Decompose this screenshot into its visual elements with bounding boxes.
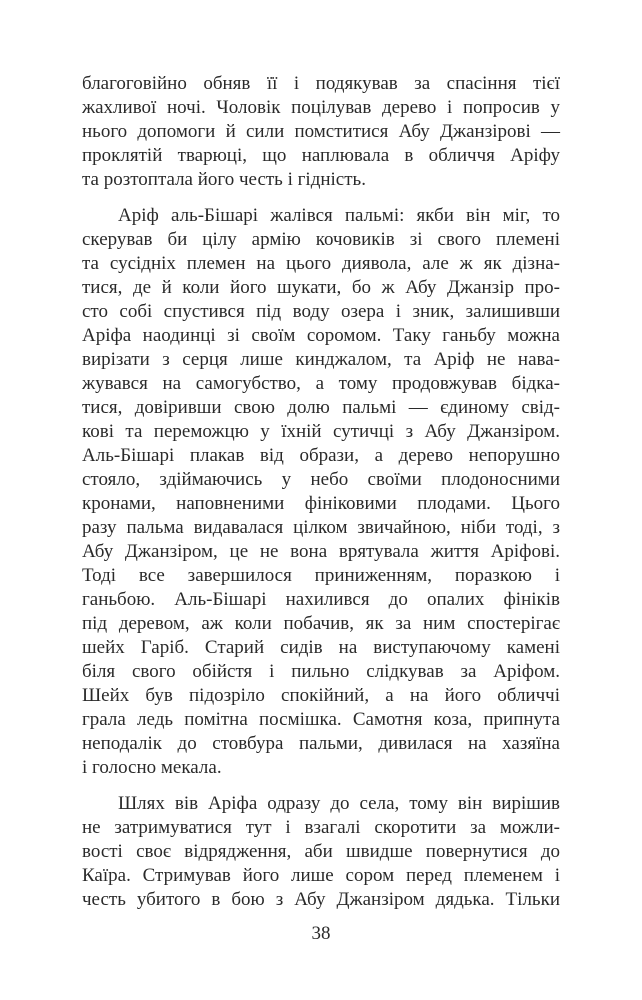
page-body	[82, 72, 560, 924]
text-line: Аріф аль-Бішарі жалівся пальмі: якби він міг, то	[118, 205, 560, 226]
text-line: кові та переможцю у їхній сутичці з Абу Джанзіром.	[82, 421, 560, 442]
text-line: нього допомоги й сили помститися Абу Джанзірові —	[82, 121, 560, 142]
text-line: Шлях вів Аріфа одразу до села, тому він вирішив	[118, 793, 560, 814]
text-line: та розтоптала його честь і гідність.	[82, 169, 366, 190]
text-line: та сусідніх племен на цього диявола, але ж як дізна-	[82, 253, 560, 274]
text-line: під деревом, аж коли побачив, як за ним спостерігає	[82, 613, 560, 634]
text-line: не затримуватися тут і взагалі скоротити за можли-	[82, 817, 560, 838]
text-line: Аріфа наодинці зі своїм соромом. Таку ганьбу можна	[82, 325, 560, 346]
text-line: жахливої ночі. Чоловік поцілував дерево і попросив у	[82, 97, 560, 118]
text-line: неподалік до стовбура пальми, дивилася на хазяїна	[82, 733, 560, 754]
text-line: тися, де й коли його шукати, бо ж Абу Джанзір про-	[82, 277, 560, 298]
text-line: благоговійно обняв її і подякував за спасіння тієї	[82, 73, 560, 94]
text-line: разу пальма видавалася цілком звичайною, ніби тоді, з	[82, 517, 560, 538]
text-line: грала ледь помітна посмішка. Самотня коза, припнута	[82, 709, 560, 730]
text-line: ганьбою. Аль-Бішарі нахилився до опалих фініків	[82, 589, 560, 610]
text-line: честь убитого в бою з Абу Джанзіром дядька. Тільки	[82, 889, 560, 910]
text-line: Абу Джанзіром, це не вона врятувала життя Аріфові.	[82, 541, 560, 562]
text-line: тися, довіривши свою долю пальмі — єдиному свід-	[82, 397, 560, 418]
text-line: сто собі спустився під воду озера і зник, залишивши	[82, 301, 560, 322]
text-line: проклятій тварюці, що наплювала в обличчя Аріфу	[82, 145, 560, 166]
text-line: Аль-Бішарі плакав від образи, а дерево непорушно	[82, 445, 560, 466]
text-line: і голосно мекала.	[82, 757, 222, 778]
text-line: кронами, наповненими фініковими плодами. Цього	[82, 493, 560, 514]
text-line: Тоді все завершилося приниженням, поразкою і	[82, 565, 560, 586]
text-line: шейх Гаріб. Старий сидів на виступаючому камені	[82, 637, 560, 658]
paragraph	[82, 204, 560, 780]
text-line: Каїра. Стримував його лише сором перед племенем і	[82, 865, 560, 886]
text-line: жувався на самогубство, а тому продовжував бідка-	[82, 373, 560, 394]
paragraph	[82, 792, 560, 912]
page-number: 38	[311, 923, 331, 944]
text-line: стояло, здіймаючись у небо своїми плодоносними	[82, 469, 560, 490]
text-line: вості своє відрядження, аби швидше повернутися до	[82, 841, 560, 862]
text-line: вирізати з серця лише кинджалом, та Аріф не нава-	[82, 349, 560, 370]
text-line: біля свого обійстя і пильно слідкував за Аріфом.	[82, 661, 560, 682]
text-line: Шейх був підозріло спокійний, а на його обличчі	[82, 685, 560, 706]
text-line: скерував би цілу армію кочовиків зі свого племені	[82, 229, 560, 250]
paragraph	[82, 72, 560, 192]
